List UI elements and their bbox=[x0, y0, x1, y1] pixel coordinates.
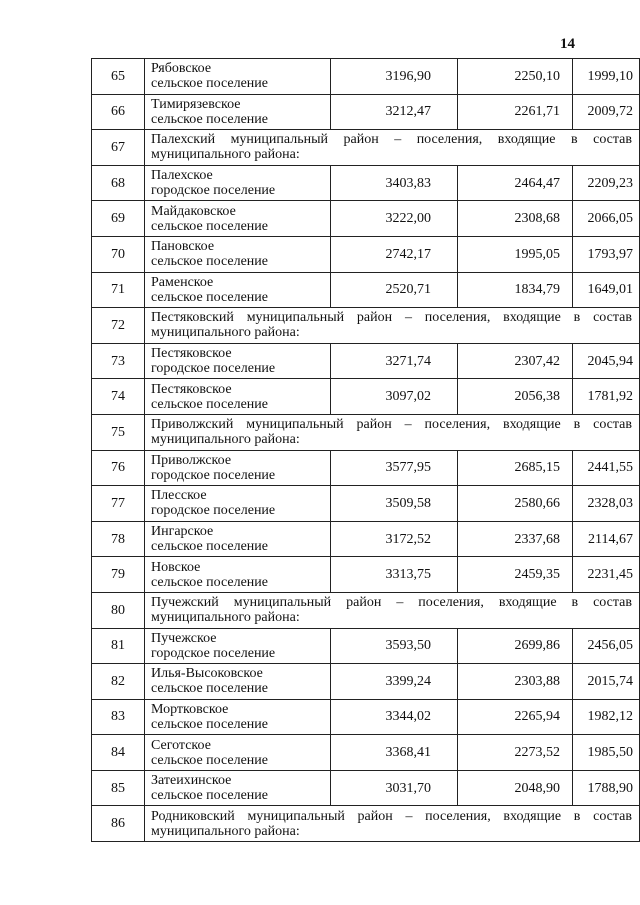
value-cell-v2: 2056,38 bbox=[458, 379, 573, 415]
value-cell-v1: 3403,83 bbox=[331, 165, 458, 201]
row-number: 67 bbox=[92, 130, 145, 166]
value-cell-v3: 2441,55 bbox=[573, 450, 640, 486]
tariff-table bbox=[91, 58, 640, 842]
settlement-name-line1: Мортковское bbox=[151, 701, 229, 717]
table-row-district-header bbox=[92, 806, 640, 842]
row-number: 74 bbox=[92, 379, 145, 415]
value-cell-v2: 2685,15 bbox=[458, 450, 573, 486]
value-cell-v3: 1999,10 bbox=[573, 59, 640, 95]
table-row bbox=[92, 521, 640, 557]
settlement-name bbox=[145, 94, 331, 130]
table-row-district-header bbox=[92, 308, 640, 344]
district-header-text: Родниковский муниципальный район – поселения, входящие в состав муниципального района: bbox=[145, 806, 640, 842]
settlement-name bbox=[145, 165, 331, 201]
row-number: 66 bbox=[92, 94, 145, 130]
settlement-name bbox=[145, 486, 331, 522]
settlement-type-line2: сельское поселение bbox=[151, 396, 268, 412]
settlement-name-line1: Пучежское bbox=[151, 630, 217, 646]
settlement-type-line2: сельское поселение bbox=[151, 716, 268, 732]
value-cell-v2: 1834,79 bbox=[458, 272, 573, 308]
settlement-name bbox=[145, 343, 331, 379]
value-cell-v1: 2520,71 bbox=[331, 272, 458, 308]
table-row bbox=[92, 379, 640, 415]
settlement-type-line2: сельское поселение bbox=[151, 111, 268, 127]
value-cell-v3: 1649,01 bbox=[573, 272, 640, 308]
settlement-type-line2: сельское поселение bbox=[151, 681, 268, 697]
value-cell-v3: 2456,05 bbox=[573, 628, 640, 664]
value-cell-v1: 3196,90 bbox=[331, 59, 458, 95]
settlement-name-line1: Пестяковское bbox=[151, 381, 232, 397]
value-cell-v2: 2265,94 bbox=[458, 699, 573, 735]
settlement-name-line1: Плесское bbox=[151, 488, 207, 504]
value-cell-v1: 3344,02 bbox=[331, 699, 458, 735]
settlement-type-line2: сельское поселение bbox=[151, 76, 268, 92]
value-cell-v3: 1788,90 bbox=[573, 770, 640, 806]
settlement-name bbox=[145, 699, 331, 735]
district-header-text: Пучежский муниципальный район – поселения, входящие в состав муниципального района: bbox=[145, 592, 640, 628]
settlement-type-line2: городское поселение bbox=[151, 467, 276, 483]
table-row bbox=[92, 94, 640, 130]
row-number: 85 bbox=[92, 770, 145, 806]
table-row bbox=[92, 699, 640, 735]
table-row bbox=[92, 343, 640, 379]
settlement-name-line1: Рябовское bbox=[151, 61, 212, 77]
table-row bbox=[92, 201, 640, 237]
settlement-type-line2: сельское поселение bbox=[151, 574, 268, 590]
value-cell-v2: 2250,10 bbox=[458, 59, 573, 95]
value-cell-v1: 3509,58 bbox=[331, 486, 458, 522]
settlement-name bbox=[145, 521, 331, 557]
row-number: 71 bbox=[92, 272, 145, 308]
page-number: 14 bbox=[560, 36, 575, 52]
row-number: 81 bbox=[92, 628, 145, 664]
settlement-name-line1: Тимирязевское bbox=[151, 96, 241, 112]
value-cell-v3: 2009,72 bbox=[573, 94, 640, 130]
settlement-type-line2: сельское поселение bbox=[151, 539, 268, 555]
row-number: 84 bbox=[92, 735, 145, 771]
row-number: 69 bbox=[92, 201, 145, 237]
settlement-type-line2: сельское поселение bbox=[151, 752, 268, 768]
settlement-name-line1: Новское bbox=[151, 559, 201, 575]
row-number: 79 bbox=[92, 557, 145, 593]
settlement-name-line1: Затеихинское bbox=[151, 773, 232, 789]
value-cell-v2: 2580,66 bbox=[458, 486, 573, 522]
value-cell-v2: 2464,47 bbox=[458, 165, 573, 201]
value-cell-v2: 2273,52 bbox=[458, 735, 573, 771]
value-cell-v1: 3222,00 bbox=[331, 201, 458, 237]
table-row-district-header bbox=[92, 592, 640, 628]
settlement-type-line2: городское поселение bbox=[151, 645, 276, 661]
table-row bbox=[92, 59, 640, 95]
settlement-name bbox=[145, 379, 331, 415]
value-cell-v1: 3399,24 bbox=[331, 664, 458, 700]
settlement-name bbox=[145, 735, 331, 771]
value-cell-v1: 3577,95 bbox=[331, 450, 458, 486]
value-cell-v3: 2328,03 bbox=[573, 486, 640, 522]
value-cell-v1: 3031,70 bbox=[331, 770, 458, 806]
settlement-type-line2: городское поселение bbox=[151, 503, 276, 519]
settlement-type-line2: сельское поселение bbox=[151, 788, 268, 804]
value-cell-v2: 2308,68 bbox=[458, 201, 573, 237]
table-row-district-header bbox=[92, 414, 640, 450]
value-cell-v3: 2045,94 bbox=[573, 343, 640, 379]
value-cell-v2: 2261,71 bbox=[458, 94, 573, 130]
settlement-name-line1: Пестяковское bbox=[151, 346, 232, 362]
value-cell-v1: 2742,17 bbox=[331, 236, 458, 272]
district-header-text: Палехский муниципальный район – поселения, входящие в состав муниципального района: bbox=[145, 130, 640, 166]
value-cell-v2: 2699,86 bbox=[458, 628, 573, 664]
row-number: 65 bbox=[92, 59, 145, 95]
value-cell-v2: 2307,42 bbox=[458, 343, 573, 379]
row-number: 72 bbox=[92, 308, 145, 344]
value-cell-v3: 1781,92 bbox=[573, 379, 640, 415]
table-row-district-header bbox=[92, 130, 640, 166]
value-cell-v1: 3271,74 bbox=[331, 343, 458, 379]
table-row bbox=[92, 557, 640, 593]
value-cell-v1: 3212,47 bbox=[331, 94, 458, 130]
table-row bbox=[92, 450, 640, 486]
settlement-name-line1: Сеготское bbox=[151, 737, 211, 753]
settlement-name-line1: Майдаковское bbox=[151, 203, 236, 219]
row-number: 70 bbox=[92, 236, 145, 272]
district-header-text: Приволжский муниципальный район – поселения, входящие в состав муниципального района: bbox=[145, 414, 640, 450]
settlement-name bbox=[145, 770, 331, 806]
table-row bbox=[92, 486, 640, 522]
settlement-type-line2: городское поселение bbox=[151, 361, 276, 377]
settlement-type-line2: сельское поселение bbox=[151, 218, 268, 234]
row-number: 76 bbox=[92, 450, 145, 486]
table-row bbox=[92, 628, 640, 664]
settlement-name bbox=[145, 557, 331, 593]
value-cell-v3: 2209,23 bbox=[573, 165, 640, 201]
row-number: 83 bbox=[92, 699, 145, 735]
settlement-type-line2: городское поселение bbox=[151, 183, 276, 199]
value-cell-v2: 2303,88 bbox=[458, 664, 573, 700]
value-cell-v3: 2015,74 bbox=[573, 664, 640, 700]
table-row bbox=[92, 236, 640, 272]
table-row bbox=[92, 770, 640, 806]
settlement-name bbox=[145, 236, 331, 272]
value-cell-v2: 2459,35 bbox=[458, 557, 573, 593]
settlement-name bbox=[145, 272, 331, 308]
settlement-name-line1: Палехское bbox=[151, 168, 213, 184]
row-number: 82 bbox=[92, 664, 145, 700]
table-row bbox=[92, 165, 640, 201]
table-row bbox=[92, 272, 640, 308]
value-cell-v2: 2048,90 bbox=[458, 770, 573, 806]
value-cell-v3: 1985,50 bbox=[573, 735, 640, 771]
row-number: 68 bbox=[92, 165, 145, 201]
settlement-name bbox=[145, 628, 331, 664]
value-cell-v1: 3593,50 bbox=[331, 628, 458, 664]
value-cell-v3: 1793,97 bbox=[573, 236, 640, 272]
settlement-name-line1: Раменское bbox=[151, 274, 214, 290]
row-number: 77 bbox=[92, 486, 145, 522]
settlement-name-line1: Илья-Высоковское bbox=[151, 666, 263, 682]
row-number: 80 bbox=[92, 592, 145, 628]
row-number: 75 bbox=[92, 414, 145, 450]
value-cell-v1: 3368,41 bbox=[331, 735, 458, 771]
settlement-name bbox=[145, 59, 331, 95]
value-cell-v2: 2337,68 bbox=[458, 521, 573, 557]
value-cell-v1: 3313,75 bbox=[331, 557, 458, 593]
settlement-name bbox=[145, 450, 331, 486]
table-row bbox=[92, 735, 640, 771]
value-cell-v2: 1995,05 bbox=[458, 236, 573, 272]
row-number: 78 bbox=[92, 521, 145, 557]
settlement-name bbox=[145, 201, 331, 237]
value-cell-v3: 1982,12 bbox=[573, 699, 640, 735]
value-cell-v1: 3172,52 bbox=[331, 521, 458, 557]
settlement-name-line1: Приволжское bbox=[151, 452, 232, 468]
settlement-type-line2: сельское поселение bbox=[151, 289, 268, 305]
settlement-name bbox=[145, 664, 331, 700]
row-number: 73 bbox=[92, 343, 145, 379]
value-cell-v3: 2114,67 bbox=[573, 521, 640, 557]
value-cell-v3: 2231,45 bbox=[573, 557, 640, 593]
settlement-type-line2: сельское поселение bbox=[151, 254, 268, 270]
settlement-name-line1: Пановское bbox=[151, 239, 215, 255]
table-body bbox=[92, 59, 640, 842]
settlement-name-line1: Ингарское bbox=[151, 524, 214, 540]
district-header-text: Пестяковский муниципальный район – поселения, входящие в состав муниципального района: bbox=[145, 308, 640, 344]
value-cell-v3: 2066,05 bbox=[573, 201, 640, 237]
value-cell-v1: 3097,02 bbox=[331, 379, 458, 415]
table-row bbox=[92, 664, 640, 700]
row-number: 86 bbox=[92, 806, 145, 842]
